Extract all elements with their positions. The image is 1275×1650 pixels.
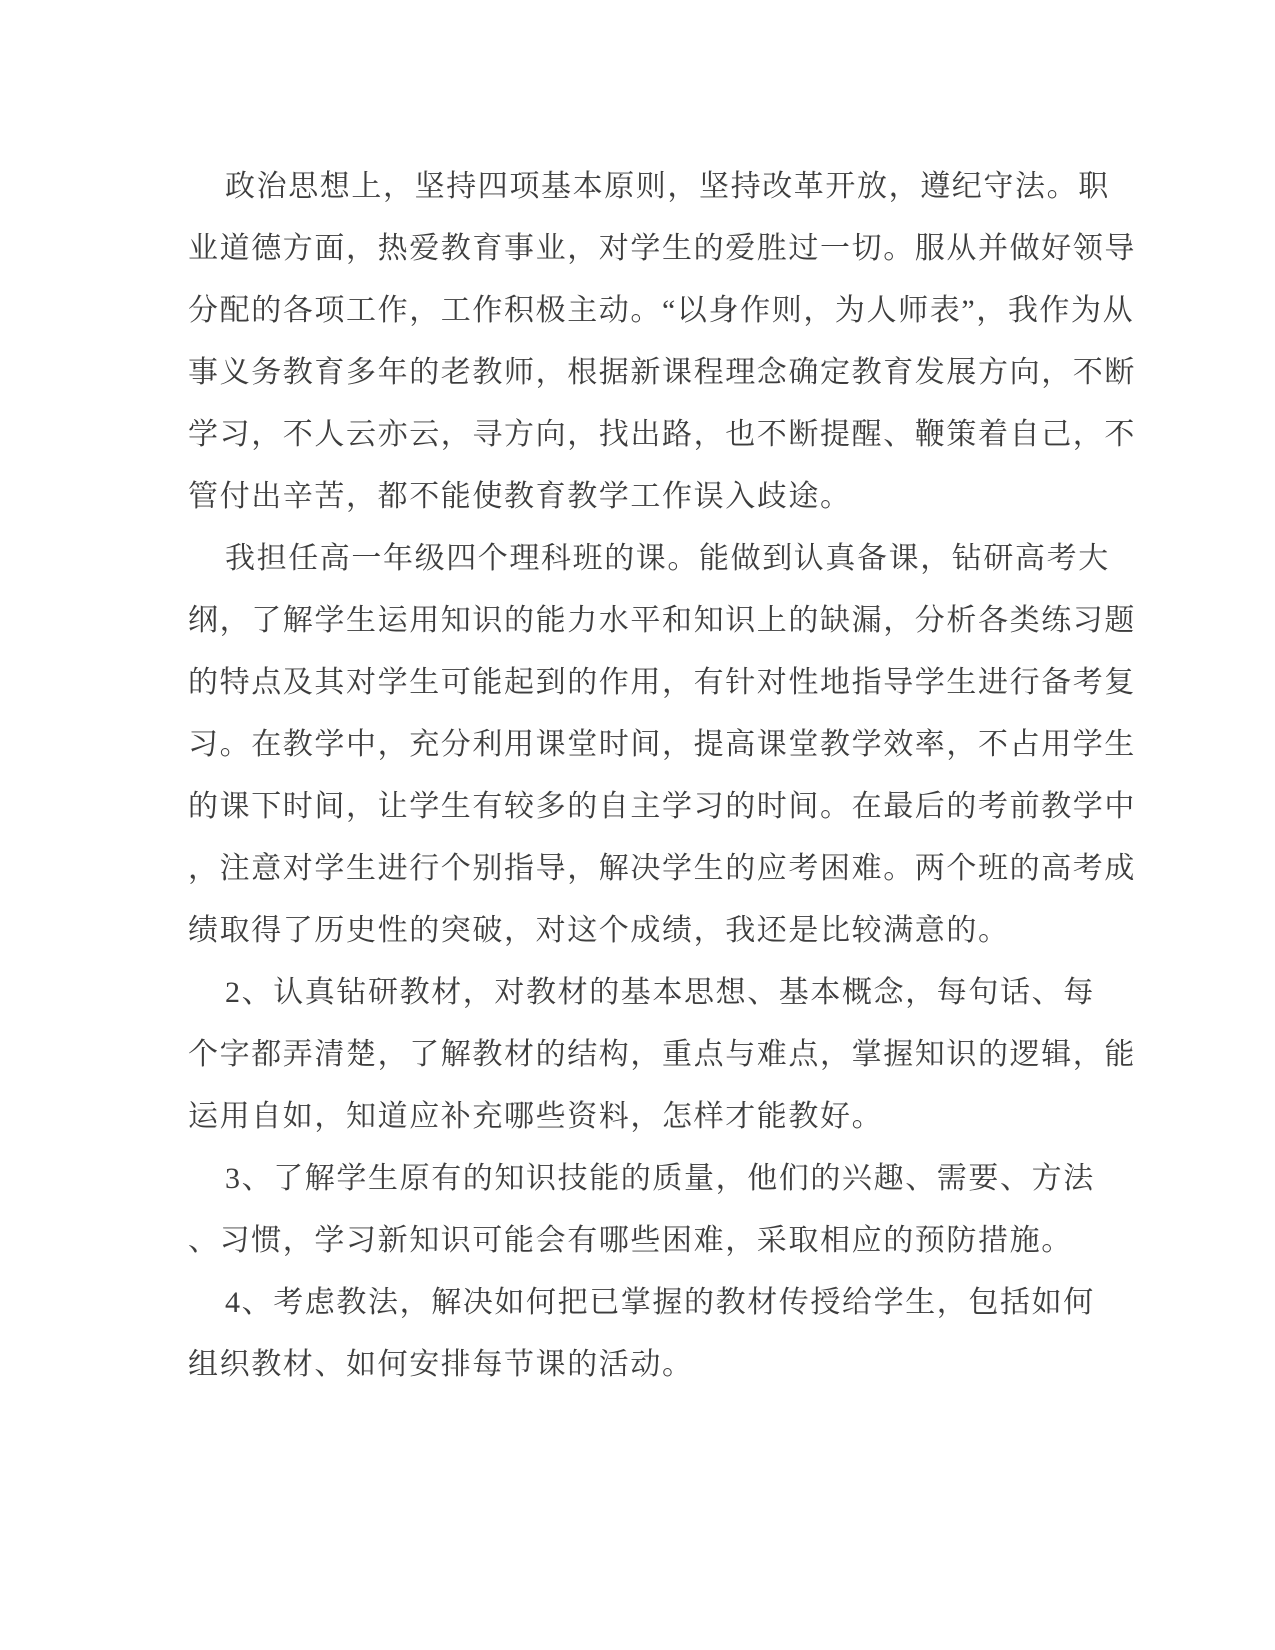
- text-line: 业道德方面，热爱教育事业，对学生的爱胜过一切。服从并做好领导: [188, 232, 1136, 265]
- text-line: 的特点及其对学生可能起到的作用，有针对性地指导学生进行备考复: [188, 666, 1136, 699]
- paragraph: [188, 962, 1153, 1148]
- paragraph: [188, 1272, 1153, 1396]
- paragraph: [188, 1148, 1153, 1272]
- text-line: 运用自如，知道应补充哪些资料，怎样才能教好。: [188, 1100, 884, 1133]
- paragraph: [188, 528, 1153, 962]
- text-line: 2、认真钻研教材，对教材的基本思想、基本概念，每句话、每: [225, 976, 1095, 1009]
- document-body: [188, 156, 1153, 1396]
- text-line: 事义务教育多年的老教师，根据新课程理念确定教育发展方向，不断: [188, 356, 1136, 389]
- paragraph: [188, 156, 1153, 528]
- text-line: 绩取得了历史性的突破，对这个成绩，我还是比较满意的。: [188, 914, 1010, 947]
- text-line: 政治思想上，坚持四项基本原则，坚持改革开放，遵纪守法。职: [225, 170, 1110, 203]
- text-line: 分配的各项工作，工作积极主动。“以身作则，为人师表”，我作为从: [188, 294, 1135, 327]
- text-line: 、习惯，学习新知识可能会有哪些困难，采取相应的预防措施。: [188, 1224, 1073, 1257]
- text-line: 4、考虑教法，解决如何把已掌握的教材传授给学生，包括如何: [225, 1286, 1095, 1319]
- text-line: 个字都弄清楚，了解教材的结构，重点与难点，掌握知识的逻辑，能: [188, 1038, 1136, 1071]
- text-line: 我担任高一年级四个理科班的课。能做到认真备课，钻研高考大: [225, 542, 1110, 575]
- text-line: ，注意对学生进行个别指导，解决学生的应考困难。两个班的高考成: [188, 852, 1136, 885]
- text-line: 纲，了解学生运用知识的能力水平和知识上的缺漏，分析各类练习题: [188, 604, 1136, 637]
- text-line: 学习，不人云亦云，寻方向，找出路，也不断提醒、鞭策着自己，不: [188, 418, 1136, 451]
- text-line: 组织教材、如何安排每节课的活动。: [188, 1348, 694, 1381]
- text-line: 的课下时间，让学生有较多的自主学习的时间。在最后的考前教学中: [188, 790, 1136, 823]
- text-line: 习。在教学中，充分利用课堂时间，提高课堂教学效率，不占用学生: [188, 728, 1136, 761]
- text-line: 3、了解学生原有的知识技能的质量，他们的兴趣、需要、方法: [225, 1162, 1095, 1195]
- text-line: 管付出辛苦，都不能使教育教学工作误入歧途。: [188, 480, 852, 513]
